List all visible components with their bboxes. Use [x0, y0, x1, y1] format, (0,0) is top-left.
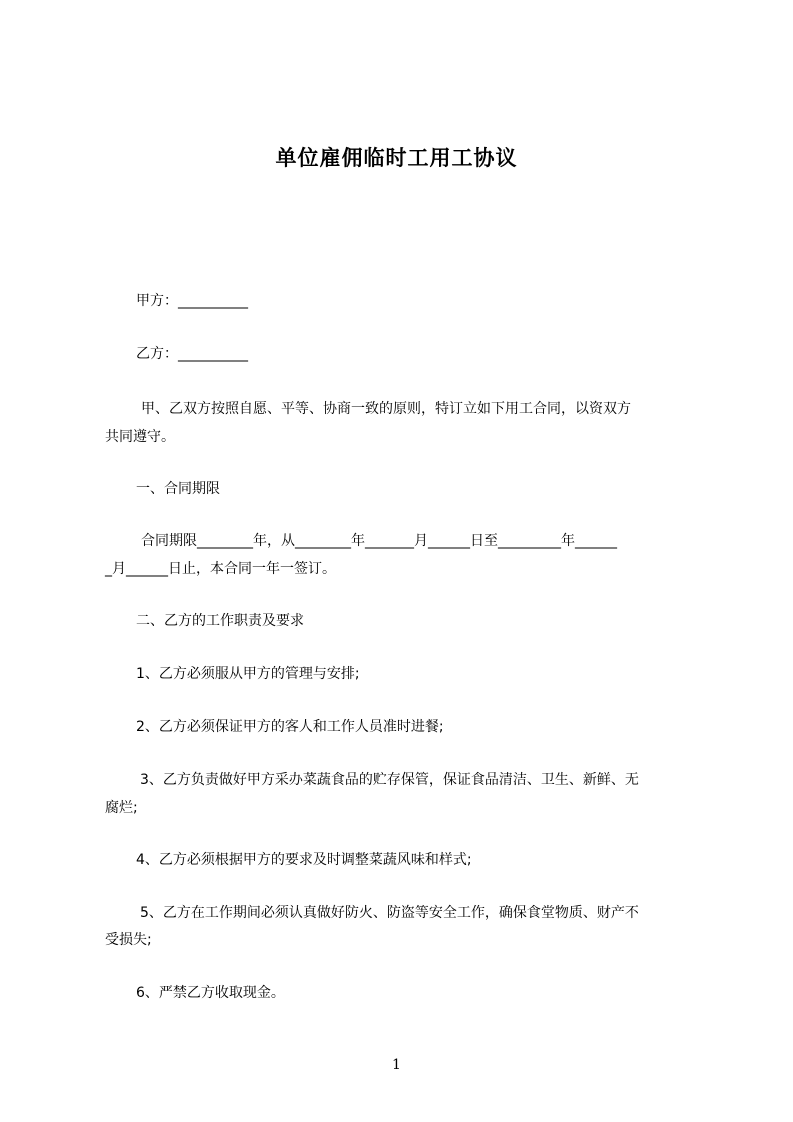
item-5-line-1: 5、乙方在工作期间必须认真做好防火、防盗等安全工作，确保食堂物质、财产不	[140, 905, 639, 921]
item-3-line-2: 腐烂;	[105, 800, 138, 816]
item-3-line-1: 3、乙方负责做好甲方采办菜蔬食品的贮存保管，保证食品清洁、卫生、新鲜、无	[140, 772, 639, 788]
section-1-line-2: _月______日止，本合同一年一签订。	[105, 561, 336, 577]
intro-line-2: 共同遵守。	[105, 429, 175, 445]
section-1-heading: 一、合同期限	[136, 481, 220, 497]
intro-line-1: 甲、乙双方按照自愿、平等、协商一致的原则，特订立如下用工合同，以资双方	[141, 401, 631, 417]
item-2: 2、乙方必须保证甲方的客人和工作人员准时进餐;	[136, 719, 444, 735]
section-2-heading: 二、乙方的工作职责及要求	[136, 613, 304, 629]
page-number: 1	[392, 1057, 401, 1073]
item-5-line-2: 受损失;	[105, 932, 152, 948]
item-6: 6、严禁乙方收取现金。	[136, 985, 285, 1001]
section-1-line-1: 合同期限________年，从________年_______月______日至_________年______	[141, 533, 617, 549]
item-1: 1、乙方必须服从甲方的管理与安排;	[136, 666, 360, 682]
document-title: 单位雇佣临时工用工协议	[275, 146, 518, 170]
party-a-line: 甲方：__________	[136, 293, 248, 309]
party-b-line: 乙方：__________	[136, 346, 248, 362]
item-4: 4、乙方必须根据甲方的要求及时调整菜蔬风味和样式;	[136, 852, 472, 868]
